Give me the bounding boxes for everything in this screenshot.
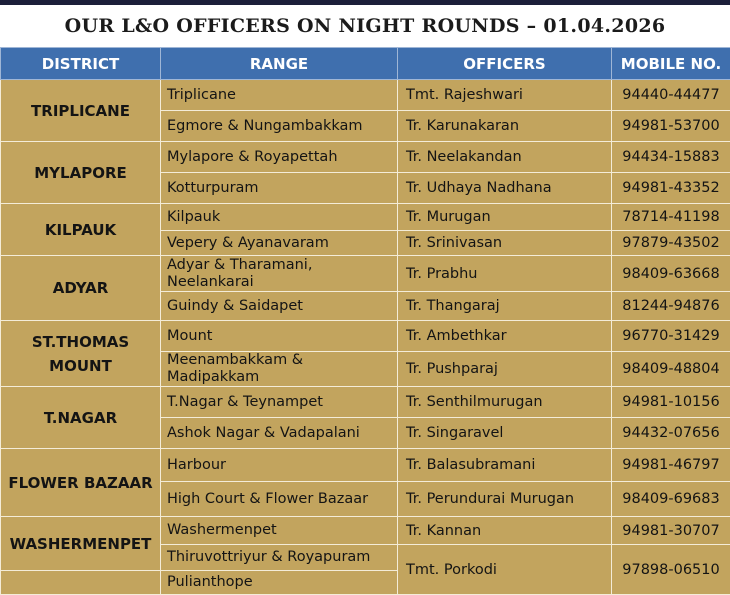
- header-officers: OFFICERS: [398, 48, 612, 80]
- table-header-row: [1, 48, 730, 80]
- mobile-cell: 98409-48804: [612, 352, 730, 387]
- officer-cell: Tr. Srinivasan: [398, 231, 612, 256]
- range-cell: Mount: [161, 321, 398, 352]
- mobile-cell: 94981-46797: [612, 449, 730, 482]
- mobile-cell: 96770-31429: [612, 321, 730, 352]
- mobile-cell: 78714-41198: [612, 204, 730, 231]
- officer-cell: Tr. Udhaya Nadhana: [398, 173, 612, 204]
- officer-cell: Tr. Karunakaran: [398, 111, 612, 142]
- district-cell: T.NAGAR: [1, 387, 161, 449]
- mobile-cell: 97879-43502: [612, 231, 730, 256]
- mobile-cell: 94432-07656: [612, 418, 730, 449]
- officer-cell: Tr. Senthilmurugan: [398, 387, 612, 418]
- range-cell: Ashok Nagar & Vadapalani: [161, 418, 398, 449]
- mobile-cell: 98409-63668: [612, 256, 730, 292]
- range-cell: Mylapore & Royapettah: [161, 142, 398, 173]
- table-row: [1, 517, 730, 545]
- mobile-cell: 94981-53700: [612, 111, 730, 142]
- range-cell: Meenambakkam & Madipakkam: [161, 352, 398, 387]
- range-cell: Egmore & Nungambakkam: [161, 111, 398, 142]
- table-row: [1, 449, 730, 482]
- mobile-cell: 94440-44477: [612, 80, 730, 111]
- table-row: [1, 256, 730, 292]
- table-row: [1, 80, 730, 111]
- range-cell: High Court & Flower Bazaar: [161, 482, 398, 517]
- district-cell: ST.THOMAS MOUNT: [1, 321, 161, 387]
- range-cell: Adyar & Tharamani, Neelankarai: [161, 256, 398, 292]
- officer-cell: Tmt. Rajeshwari: [398, 80, 612, 111]
- mobile-cell: 94981-30707: [612, 517, 730, 545]
- officer-cell: Tr. Perundurai Murugan: [398, 482, 612, 517]
- mobile-cell: 81244-94876: [612, 292, 730, 321]
- mobile-cell: 97898-06510: [612, 545, 730, 595]
- mobile-cell: 98409-69683: [612, 482, 730, 517]
- top-border: [0, 0, 730, 5]
- range-cell: Guindy & Saidapet: [161, 292, 398, 321]
- table-row: [1, 321, 730, 352]
- district-cell: TRIPLICANE: [1, 80, 161, 142]
- table-row: [1, 387, 730, 418]
- range-cell: Harbour: [161, 449, 398, 482]
- officer-cell: Tr. Thangaraj: [398, 292, 612, 321]
- officer-cell: Tr. Singaravel: [398, 418, 612, 449]
- officer-cell: Tr. Balasubramani: [398, 449, 612, 482]
- mobile-cell: 94981-10156: [612, 387, 730, 418]
- district-cell: WASHERMENPET: [1, 517, 161, 571]
- page-title: OUR L&O OFFICERS ON NIGHT ROUNDS – 01.04.2026: [0, 8, 730, 44]
- range-cell: Vepery & Ayanavaram: [161, 231, 398, 256]
- officer-cell: Tr. Neelakandan: [398, 142, 612, 173]
- officer-cell: Tr. Murugan: [398, 204, 612, 231]
- district-cell: ADYAR: [1, 256, 161, 321]
- officer-cell: Tr. Prabhu: [398, 256, 612, 292]
- officers-table: [0, 47, 730, 595]
- table-row: [1, 142, 730, 173]
- officer-cell: Tr. Pushparaj: [398, 352, 612, 387]
- range-cell: Kilpauk: [161, 204, 398, 231]
- mobile-cell: 94434-15883: [612, 142, 730, 173]
- header-range: RANGE: [161, 48, 398, 80]
- range-cell: T.Nagar & Teynampet: [161, 387, 398, 418]
- range-cell: Thiruvottriyur & Royapuram: [161, 545, 398, 571]
- mobile-cell: 94981-43352: [612, 173, 730, 204]
- header-district: DISTRICT: [1, 48, 161, 80]
- officer-cell: Tr. Kannan: [398, 517, 612, 545]
- table-row: [1, 204, 730, 231]
- officer-cell: Tmt. Porkodi: [398, 545, 612, 595]
- district-cell: MYLAPORE: [1, 142, 161, 204]
- range-cell: Pulianthope: [161, 571, 398, 595]
- header-mobile: MOBILE NO.: [612, 48, 730, 80]
- officer-cell: Tr. Ambethkar: [398, 321, 612, 352]
- district-cell: FLOWER BAZAAR: [1, 449, 161, 517]
- range-cell: Kotturpuram: [161, 173, 398, 204]
- range-cell: Washermenpet: [161, 517, 398, 545]
- district-cell: KILPAUK: [1, 204, 161, 256]
- range-cell: Triplicane: [161, 80, 398, 111]
